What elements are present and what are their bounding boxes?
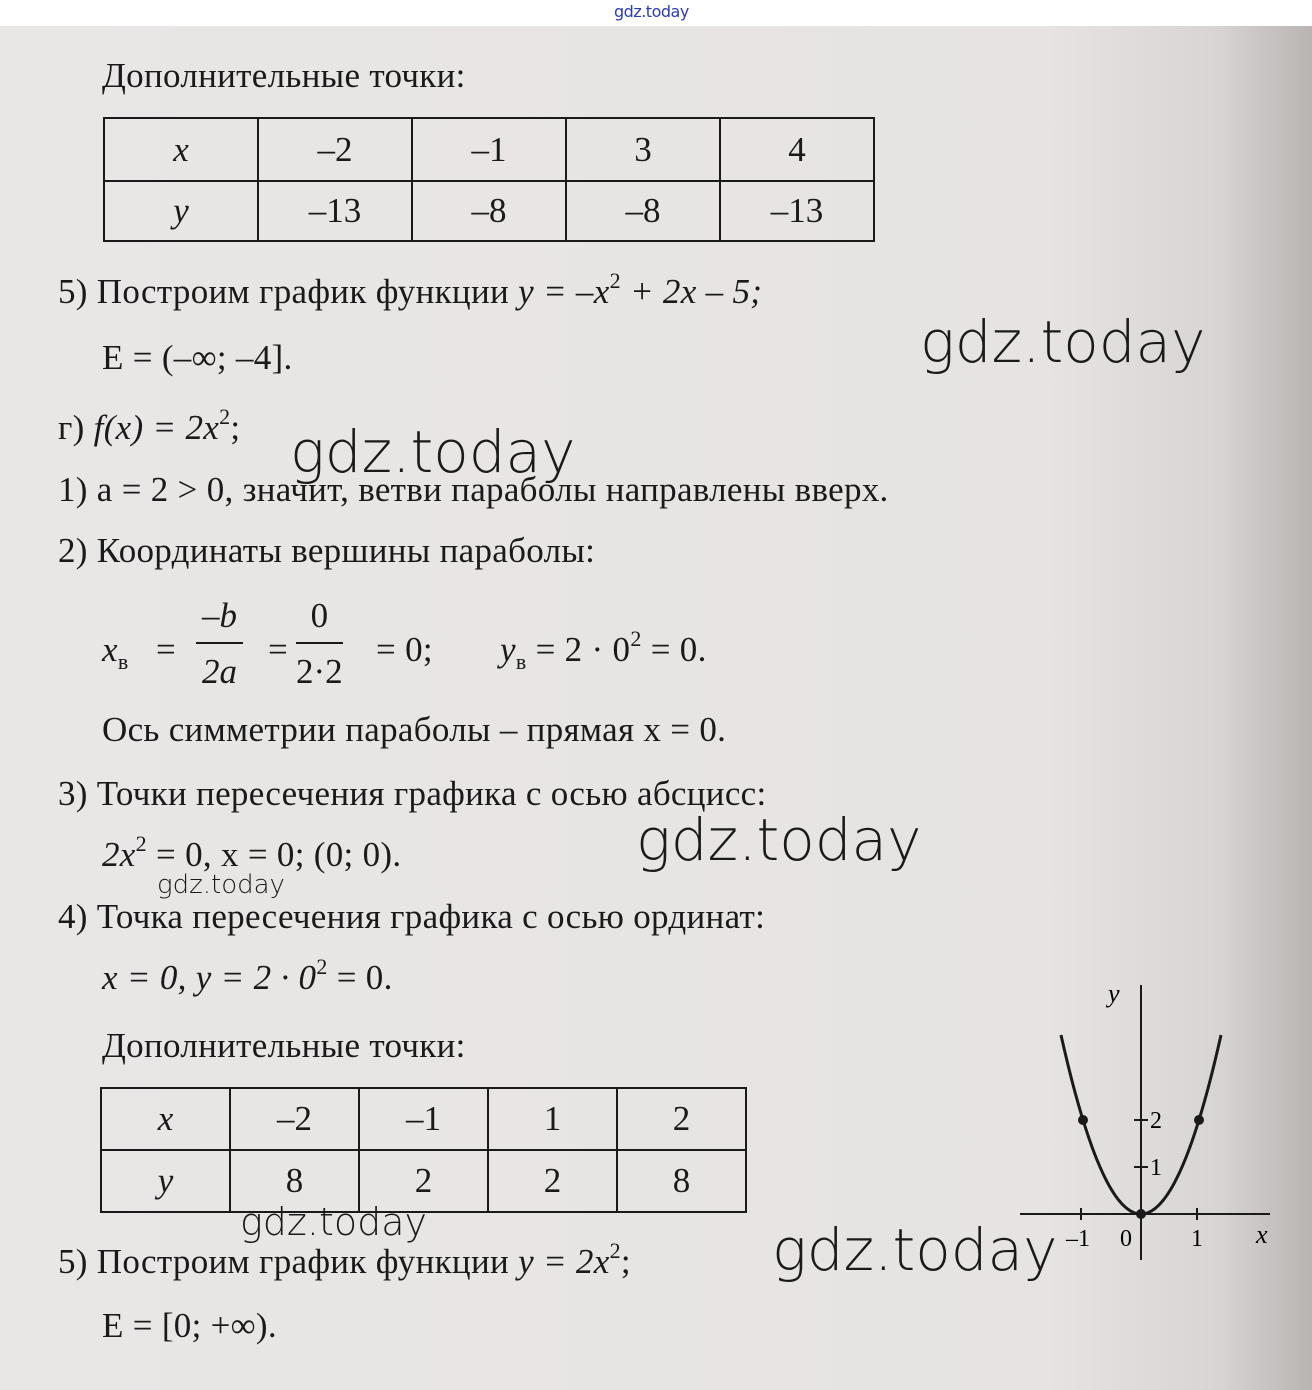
tick-label-x-minus-1: –1 — [1066, 1226, 1090, 1252]
table-cell: –13 — [720, 181, 874, 241]
points-table-1 — [103, 117, 875, 242]
table-cell: 8 — [617, 1150, 746, 1212]
watermark-5: gdz.today — [240, 1200, 427, 1244]
table-row-y — [104, 181, 874, 241]
watermark-2: gdz.today — [290, 418, 576, 486]
table-cell: 2 — [488, 1150, 617, 1212]
range-a: E = (–∞; –4]. — [102, 338, 293, 377]
step-3-equation: $2x^2 = 0$, x = 0; (0; 0). — [102, 831, 402, 874]
table-cell: 2 — [617, 1088, 746, 1150]
table-cell: 3 — [566, 118, 720, 181]
table-cell: –1 — [359, 1088, 488, 1150]
part-g: г) $f(x) = 2x^2$; — [58, 404, 241, 447]
axis-of-symmetry: Ось симметрии параболы – прямая x = 0. — [102, 710, 727, 749]
table-cell: y — [104, 181, 258, 241]
step-4: 4) Точка пересечения графика с осью ординат: — [58, 897, 766, 936]
step-4-equation: x = 0, $y = 2 \cdot 0^2 = 0$. — [102, 954, 393, 997]
graph-point — [1078, 1115, 1088, 1125]
range-b: E = [0; +∞). — [102, 1306, 277, 1345]
table-cell: –2 — [230, 1088, 359, 1150]
table-cell: –1 — [412, 118, 566, 181]
top-watermark: gdz.today — [614, 2, 689, 21]
table-cell: x — [101, 1088, 230, 1150]
step-2: 2) Координаты вершины параболы: — [58, 531, 596, 570]
watermark-6: gdz.today — [772, 1216, 1058, 1284]
tick-label-y-2: 2 — [1150, 1108, 1162, 1134]
fraction-1: $\frac{-b}{2a}$ — [196, 596, 243, 692]
graph-point — [1136, 1209, 1146, 1219]
y-axis-label: y — [1108, 979, 1120, 1008]
x-axis-label: x — [1256, 1220, 1268, 1249]
table-cell: x — [104, 118, 258, 181]
table-cell: –8 — [412, 181, 566, 241]
step-5-b: 5) Построим график функции $y = 2x^2$; — [58, 1238, 631, 1281]
table-cell: –8 — [566, 181, 720, 241]
tick-label-x-1: 1 — [1191, 1226, 1203, 1252]
watermark-1: gdz.today — [920, 308, 1206, 376]
yv-expression: $y_в = 2 \cdot 0^2 = 0$. — [500, 626, 707, 674]
xv-result: = 0; — [376, 630, 433, 669]
eq-2: = — [268, 630, 289, 669]
tick-label-y-1: 1 — [1150, 1155, 1162, 1181]
extra-points-label-2: Дополнительные точки: — [102, 1026, 466, 1065]
extra-points-label-1: Дополнительные точки: — [102, 56, 466, 95]
step-5-a: 5) Построим график функции $y = -x^2 + 2x - 5$; — [58, 268, 763, 311]
table-cell: 1 — [488, 1088, 617, 1150]
table-row-x — [104, 118, 874, 181]
watermark-3: gdz.today — [636, 806, 922, 874]
table-cell: y — [101, 1150, 230, 1212]
table-cell: –2 — [258, 118, 412, 181]
table-cell: 8 — [230, 1150, 359, 1212]
fraction-2: $\frac{0}{2\cdot 2}$ — [296, 596, 343, 691]
step-3: 3) Точки пересечения графика с осью абсцисс: — [58, 774, 767, 813]
watermark-4: gdz.today — [157, 870, 285, 900]
table-cell: –13 — [258, 181, 412, 241]
table-cell: 4 — [720, 118, 874, 181]
step-1: 1) a = 2 > 0, значит, ветви параболы направлены вверх. — [58, 470, 889, 509]
xv-equals: = — [156, 630, 177, 669]
tick-label-origin: 0 — [1120, 1226, 1132, 1252]
xv-label: $x_в$ — [102, 630, 129, 674]
graph-point — [1194, 1115, 1204, 1125]
table-row-x — [101, 1088, 746, 1150]
points-table-2 — [100, 1087, 747, 1213]
table-cell: 2 — [359, 1150, 488, 1212]
